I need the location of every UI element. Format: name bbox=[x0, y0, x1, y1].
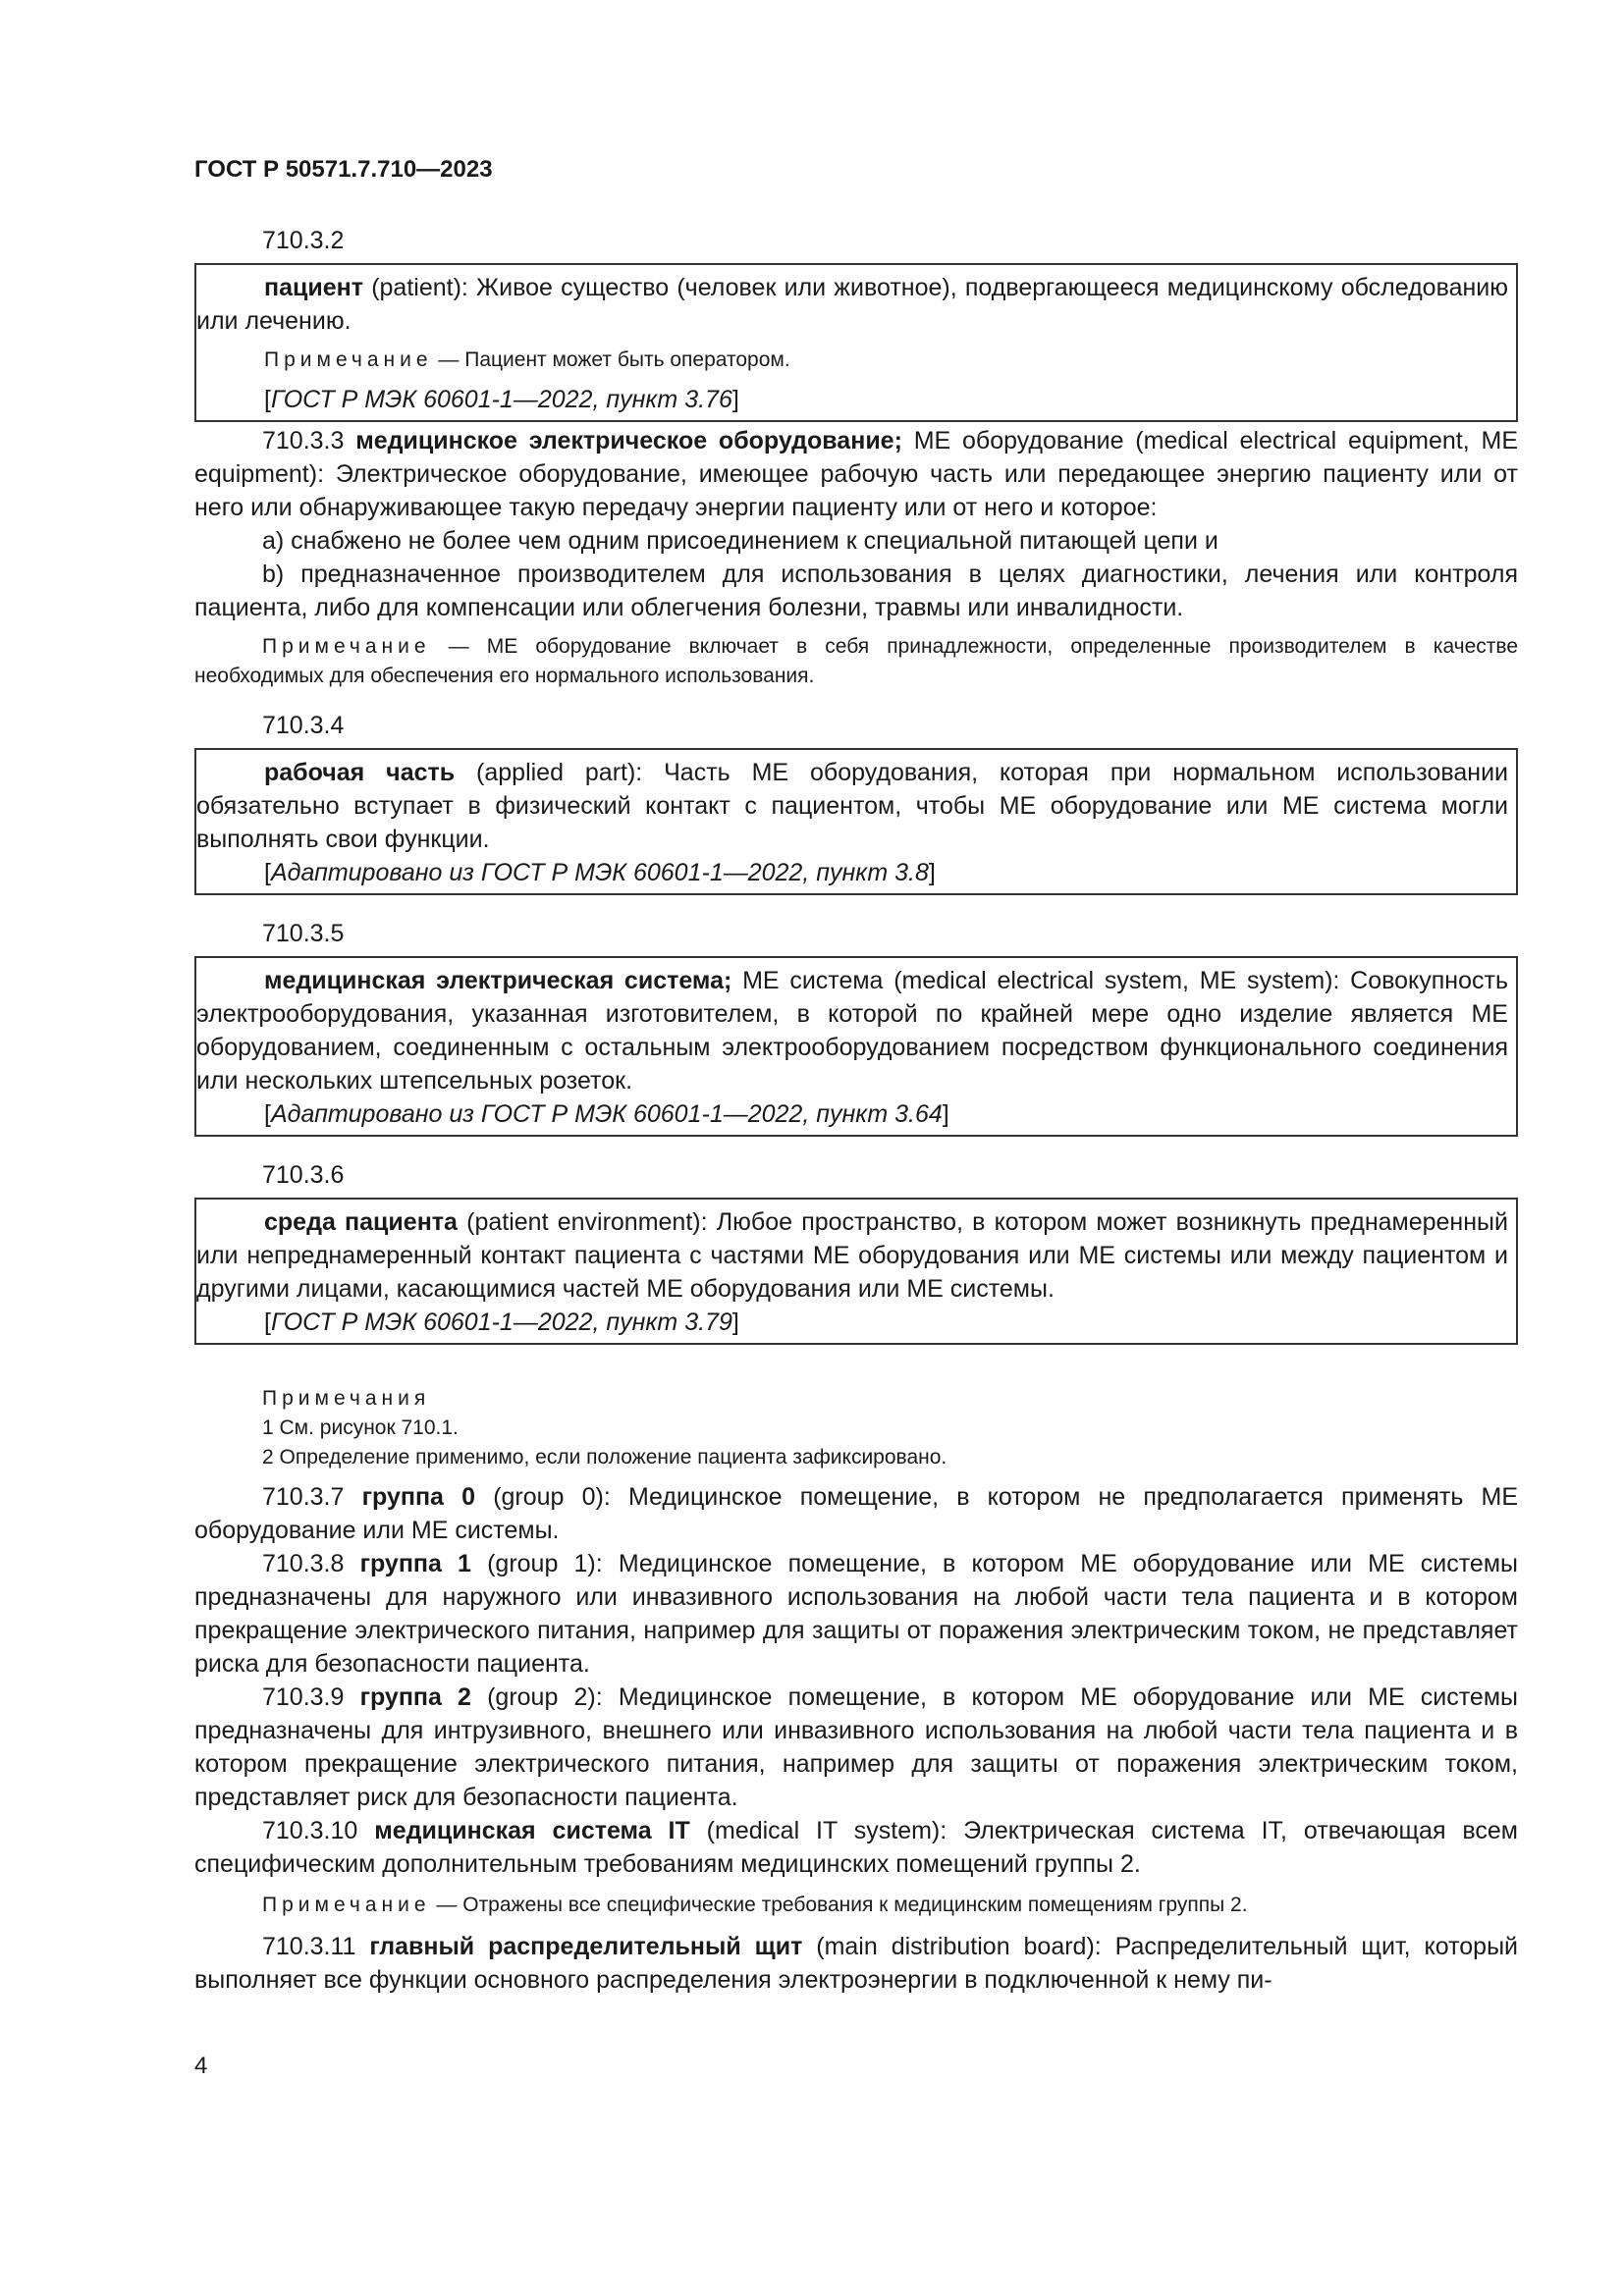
definition-box bbox=[194, 956, 1518, 1137]
page-number: 4 bbox=[194, 2053, 208, 2079]
source-reference: [Адаптировано из ГОСТ Р МЭК 60601-1—2022, пункт 3.8] bbox=[264, 859, 936, 886]
list-item: а) снабжено не более чем одним присоединением к специальной питающей цепи и bbox=[262, 527, 1218, 555]
definition-text: 710.3.3 медицинское электрическое оборудование; МЕ оборудование (medical electrical equipment, ME equipment): Электрическое оборудование, имеющее рабочую часть или передающее энергию пациенту или от него или обнаруживающее такую передачу энергии пациенту или от него и которое: bbox=[194, 427, 1518, 521]
term: пациент bbox=[264, 274, 363, 301]
definition-text: 710.3.10 медицинская система IT (medical IT system): Электрическая система IT, отвечающая всем специфическим дополнительным требованиям медицинских помещений группы 2. bbox=[194, 1817, 1518, 1878]
definition-text: 710.3.7 группа 0 (group 0): Медицинское помещение, в котором не предполагается применять МЕ оборудование или МЕ системы. bbox=[194, 1483, 1519, 1544]
definition-text: 710.3.11 главный распределительный щит (main distribution board): Распределительный щит, который выполняет все функции основного распределения электроэнергии в подключенной к нему пи- bbox=[194, 1933, 1519, 1994]
clause-number: 710.3.5 bbox=[262, 920, 345, 947]
note-item: 2 Определение применимо, если положение пациента зафиксировано. bbox=[262, 1446, 947, 1468]
definition-text: среда пациента (patient environment): Любое пространство, в котором может возникнуть преднамеренный или непреднамеренный контакт пациента с частями МЕ оборудования или МЕ системы или между пациентом и другими лицами, касающимися частей МЕ оборудования или МЕ системы. bbox=[196, 1208, 1508, 1303]
definition-box bbox=[194, 1198, 1518, 1345]
term: группа 2 bbox=[359, 1683, 471, 1711]
term: медицинская система IT bbox=[374, 1817, 690, 1844]
note: Примечание — МЕ оборудование включает в себя принадлежности, определенные производителем в качестве необходимых для обеспечения его нормального использования. bbox=[194, 635, 1518, 687]
content-top bbox=[194, 224, 1518, 1997]
definition-box bbox=[194, 748, 1518, 895]
list-item: b) предназначенное производителем для использования в целях диагностики, лечения или контроля пациента, либо для компенсации или облегчения болезни, травмы или инвалидности. bbox=[194, 561, 1518, 621]
clause-number: 710.3.6 bbox=[262, 1161, 345, 1189]
term: рабочая часть bbox=[264, 759, 456, 786]
definition-box bbox=[194, 263, 1518, 422]
clause-number: 710.3.4 bbox=[262, 712, 345, 739]
source-reference: [Адаптировано из ГОСТ Р МЭК 60601-1—2022, пункт 3.64] bbox=[264, 1100, 949, 1128]
term: главный распределительный щит bbox=[369, 1933, 803, 1960]
note: Примечание — Отражены все специфические требования к медицинским помещениям группы 2. bbox=[262, 1894, 1248, 1916]
clause-number: 710.3.2 bbox=[262, 227, 345, 254]
note-item: 1 См. рисунок 710.1. bbox=[262, 1416, 459, 1439]
document-header: ГОСТ Р 50571.7.710—2023 bbox=[194, 156, 493, 183]
term: группа 0 bbox=[361, 1483, 476, 1511]
term: среда пациента bbox=[264, 1208, 458, 1236]
term: группа 1 bbox=[359, 1550, 471, 1577]
term: медицинское электрическое оборудование; bbox=[355, 427, 902, 454]
definition-text: пациент (patient): Живое существо (человек или животное), подвергающееся медицинскому обследованию или лечению. bbox=[196, 274, 1508, 335]
definition-text: 710.3.9 группа 2 (group 2): Медицинское помещение, в котором МЕ оборудование или МЕ системы предназначены для интрузивного, внешнего или инвазивного использования на любой части тела пациента и в котором прекращение электрического питания, например для защиты от поражения электрическим током, представляет риск для безопасности пациента. bbox=[194, 1683, 1518, 1811]
term: медицинская электрическая система; bbox=[264, 967, 732, 994]
note: Примечание — Пациент может быть оператором. bbox=[264, 348, 790, 371]
definition-text: 710.3.8 группа 1 (group 1): Медицинское помещение, в котором МЕ оборудование или МЕ системы предназначены для наружного или инвазивного использования на любой части тела пациента и в котором прекращение электрического питания, например для защиты от поражения электрическим током, не представляет риска для безопасности пациента. bbox=[194, 1550, 1518, 1678]
notes: Примечания 1 См. рисунок 710.1. 2 Определение применимо, если положение пациента зафиксировано. bbox=[262, 1384, 1518, 1472]
source-reference: [ГОСТ Р МЭК 60601-1—2022, пункт 3.76] bbox=[264, 386, 739, 413]
definition-text: рабочая часть (applied part): Часть МЕ оборудования, которая при нормальном использовании обязательно вступает в физический контакт с пациентом, чтобы МЕ оборудование или МЕ система могли выполнять свои функции. bbox=[196, 759, 1509, 853]
definition-text: медицинская электрическая система; МЕ система (medical electrical system, ME system): Совокупность электрооборудования, указанная изготовителем, в которой по крайней мере одно изделие является МЕ оборудованием, соединенным с остальным электрооборудованием посредством функционального соединения или нескольких штепсельных розеток. bbox=[196, 967, 1508, 1095]
source-reference: [ГОСТ Р МЭК 60601-1—2022, пункт 3.79] bbox=[264, 1308, 739, 1336]
